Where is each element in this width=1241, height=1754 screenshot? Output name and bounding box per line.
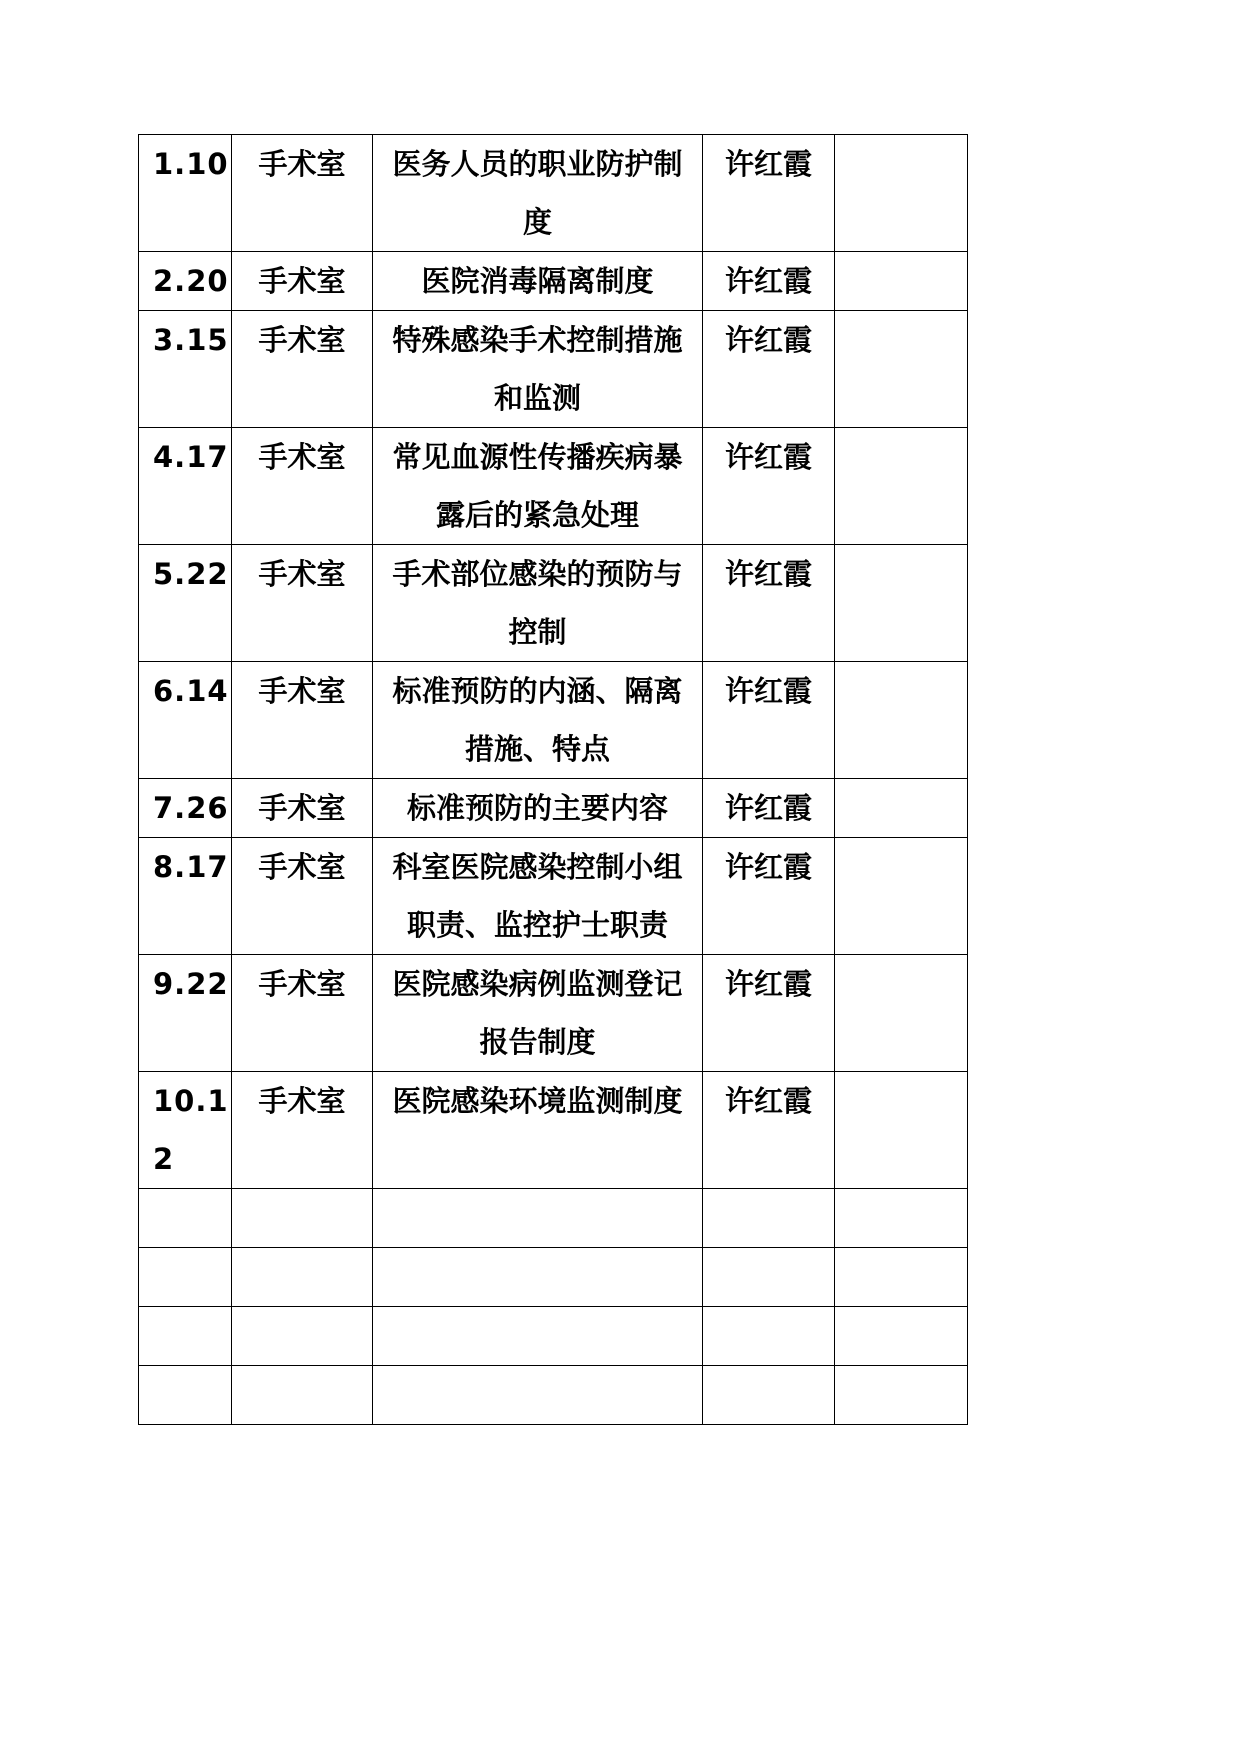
topic-cell — [373, 1248, 703, 1307]
note-cell — [835, 1307, 968, 1366]
date-cell — [139, 1248, 232, 1307]
lecturer-cell — [703, 1248, 835, 1307]
date-cell: 6.14 — [139, 662, 232, 779]
topic-cell — [373, 1366, 703, 1425]
table-row — [139, 1189, 968, 1248]
note-cell — [835, 252, 968, 311]
department-cell: 手术室 — [232, 428, 373, 545]
topic-cell: 手术部位感染的预防与控制 — [373, 545, 703, 662]
date-cell: 7.26 — [139, 779, 232, 838]
note-cell — [835, 1189, 968, 1248]
date-cell: 8.17 — [139, 838, 232, 955]
note-cell — [835, 1248, 968, 1307]
date-cell: 1.10 — [139, 135, 232, 252]
topic-cell — [373, 1189, 703, 1248]
table-row — [139, 428, 968, 545]
lecturer-cell: 许红霞 — [703, 838, 835, 955]
table-row — [139, 662, 968, 779]
department-cell: 手术室 — [232, 955, 373, 1072]
table-body — [139, 135, 968, 1425]
note-cell — [835, 428, 968, 545]
topic-cell — [373, 1307, 703, 1366]
lecturer-cell — [703, 1189, 835, 1248]
date-cell: 2.20 — [139, 252, 232, 311]
date-cell: 5.22 — [139, 545, 232, 662]
note-cell — [835, 1072, 968, 1189]
table-row — [139, 1366, 968, 1425]
topic-cell: 标准预防的主要内容 — [373, 779, 703, 838]
topic-cell: 标准预防的内涵、隔离措施、特点 — [373, 662, 703, 779]
topic-cell: 常见血源性传播疾病暴露后的紧急处理 — [373, 428, 703, 545]
lecturer-cell: 许红霞 — [703, 135, 835, 252]
table-row — [139, 1072, 968, 1189]
department-cell: 手术室 — [232, 252, 373, 311]
note-cell — [835, 135, 968, 252]
note-cell — [835, 779, 968, 838]
lecturer-cell: 许红霞 — [703, 662, 835, 779]
department-cell — [232, 1366, 373, 1425]
table-row — [139, 838, 968, 955]
lecturer-cell: 许红霞 — [703, 545, 835, 662]
note-cell — [835, 545, 968, 662]
department-cell: 手术室 — [232, 662, 373, 779]
topic-cell: 医院感染环境监测制度 — [373, 1072, 703, 1189]
lecturer-cell: 许红霞 — [703, 311, 835, 428]
table-row — [139, 311, 968, 428]
lecturer-cell: 许红霞 — [703, 955, 835, 1072]
lecturer-cell: 许红霞 — [703, 428, 835, 545]
table-row — [139, 545, 968, 662]
table-row — [139, 1248, 968, 1307]
table-row — [139, 1307, 968, 1366]
department-cell: 手术室 — [232, 135, 373, 252]
date-cell: 3.15 — [139, 311, 232, 428]
table-row — [139, 252, 968, 311]
department-cell — [232, 1307, 373, 1366]
training-schedule-table — [138, 134, 968, 1425]
department-cell: 手术室 — [232, 545, 373, 662]
date-cell — [139, 1307, 232, 1366]
topic-cell: 特殊感染手术控制措施和监测 — [373, 311, 703, 428]
department-cell: 手术室 — [232, 311, 373, 428]
table-row — [139, 135, 968, 252]
department-cell — [232, 1248, 373, 1307]
date-cell — [139, 1366, 232, 1425]
department-cell: 手术室 — [232, 1072, 373, 1189]
date-cell — [139, 1189, 232, 1248]
note-cell — [835, 838, 968, 955]
table-row — [139, 779, 968, 838]
lecturer-cell: 许红霞 — [703, 1072, 835, 1189]
department-cell: 手术室 — [232, 779, 373, 838]
note-cell — [835, 955, 968, 1072]
date-cell: 9.22 — [139, 955, 232, 1072]
lecturer-cell — [703, 1307, 835, 1366]
note-cell — [835, 662, 968, 779]
topic-cell: 科室医院感染控制小组职责、监控护士职责 — [373, 838, 703, 955]
topic-cell: 医院消毒隔离制度 — [373, 252, 703, 311]
lecturer-cell — [703, 1366, 835, 1425]
topic-cell: 医务人员的职业防护制度 — [373, 135, 703, 252]
topic-cell: 医院感染病例监测登记报告制度 — [373, 955, 703, 1072]
note-cell — [835, 311, 968, 428]
department-cell: 手术室 — [232, 838, 373, 955]
date-cell: 10.12 — [139, 1072, 232, 1189]
date-cell: 4.17 — [139, 428, 232, 545]
table-row — [139, 955, 968, 1072]
department-cell — [232, 1189, 373, 1248]
note-cell — [835, 1366, 968, 1425]
lecturer-cell: 许红霞 — [703, 252, 835, 311]
lecturer-cell: 许红霞 — [703, 779, 835, 838]
